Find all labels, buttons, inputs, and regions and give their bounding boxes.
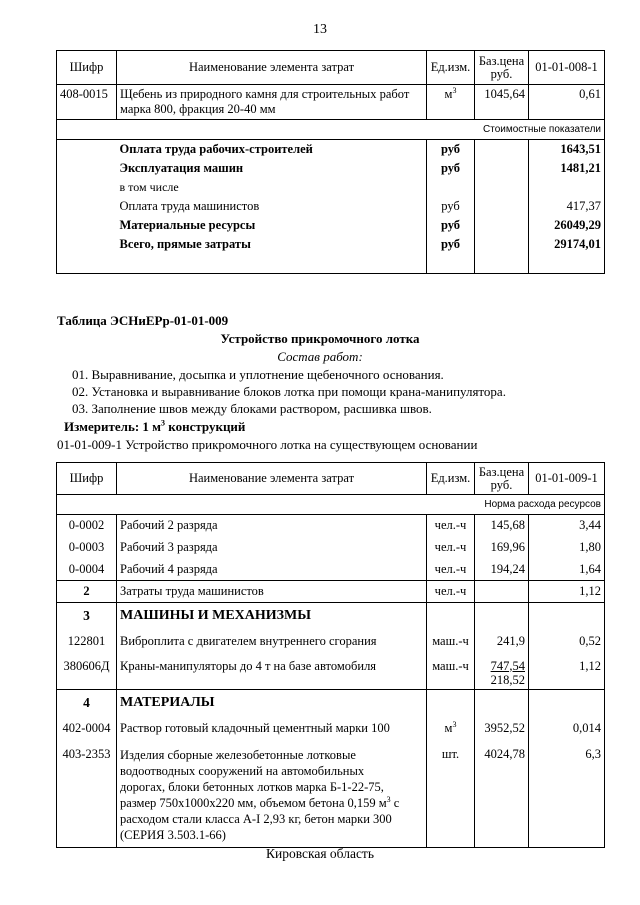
table-row [57,581,605,603]
cost-name: Оплата труда рабочих-строителей [119,142,313,156]
cost-value [529,178,605,197]
cost-value: 417,37 [529,197,605,216]
price-base: 747,54 [490,658,525,673]
works-caption: Состав работ: [277,349,363,364]
section-code: 3 [57,603,117,629]
row-unit: чел.-ч [427,559,475,581]
header-name: Наименование элемента затрат [117,463,427,495]
row-code: 408-0015 [57,85,117,120]
row-code: 0-0003 [57,537,117,559]
cost-row [57,216,605,235]
row-value: 1,80 [529,537,605,559]
row-unit: чел.-ч [427,515,475,537]
cost-row [57,140,605,160]
price-operator: 218,52 [490,672,525,687]
row-price: 194,24 [475,559,529,581]
row-code: 403-2353 [57,741,117,847]
cost-name: Материальные ресурсы [119,218,256,232]
cost-unit: руб [427,140,475,160]
table-row [57,715,605,741]
row-unit: маш.-ч [427,629,475,655]
header-price [475,51,529,85]
row-name: Краны-манипуляторы до 4 т на базе автомобиля [117,655,427,690]
row-price: 3952,52 [475,715,529,741]
row-value: 0,014 [529,715,605,741]
cost-unit: руб [427,159,475,178]
table-id: Таблица ЭСНиЕРр-01-01-009 [57,313,229,328]
row-name: Затраты труда машинистов [117,581,427,603]
cost-name: Оплата труда машинистов [119,199,260,213]
table-row [57,515,605,537]
row-name: Рабочий 2 разряда [117,515,427,537]
section-name: МАТЕРИАЛЫ [117,689,427,715]
cost-unit: руб [427,216,475,235]
header-code: Шифр [57,51,117,85]
cost-name: Всего, прямые затраты [117,235,427,273]
norm-caption: Норма расхода ресурсов [475,495,605,515]
header-price [475,463,529,495]
cost-row [57,159,605,178]
cost-row [57,178,605,197]
row-unit: $м^3$ [427,715,475,741]
header-price-line2: руб. [490,477,513,492]
row-price [475,581,529,603]
row-name: Рабочий 3 разряда [117,537,427,559]
row-value: 1,12 [529,581,605,603]
row-code: 2 [57,581,117,603]
row-value: 0,61 [529,85,605,120]
header-variant-code: 01-01-009-1 [529,463,605,495]
row-code: 122801 [57,629,117,655]
table-row [57,537,605,559]
row-name: Рабочий 4 разряда [117,559,427,581]
cost-name: в том числе [119,180,179,194]
row-code: 402-0004 [57,715,117,741]
resource-table-01-01-008 [56,50,605,274]
table-header-row [57,463,605,495]
header-price-line2: руб. [490,66,513,81]
table-header-row [57,51,605,85]
variant-title: 01-01-009-1 Устройство прикромочного лотка на существующем основании [57,437,478,452]
row-name: Виброплита с двигателем внутреннего сгорания [117,629,427,655]
resource-table-01-01-009 [56,462,605,848]
header-variant-code: 01-01-008-1 [529,51,605,85]
row-price: 241,9 [475,629,529,655]
cost-name: Эксплуатация машин [119,161,244,175]
row-price: 145,68 [475,515,529,537]
row-value: 1,64 [529,559,605,581]
table-row [57,85,605,120]
norm-caption-row [57,495,605,515]
row-code: 380606Д [57,655,117,690]
table-row [57,629,605,655]
header-unit: Ед.изм. [427,463,475,495]
section-code: 4 [57,689,117,715]
measure-unit: Измеритель: 1 $м^3$ конструкций [64,418,246,434]
row-price: 4024,78 [475,741,529,847]
work-item: 01. Выравнивание, досыпка и уплотнение щебеночного основания. [72,367,444,382]
header-price-line1: Баз.цена [478,53,525,68]
row-unit: шт. [427,741,475,847]
cost-row [57,197,605,216]
cost-caption: Стоимостные показатели [475,120,605,140]
header-name: Наименование элемента затрат [117,51,427,85]
row-price [475,655,529,690]
row-name: Раствор готовый кладочный цементный марки 100 [117,715,427,741]
footer-region: Кировская область [265,846,374,861]
row-name: Щебень из природного камня для строительных работ марка 800, фракция 20-40 мм [117,85,427,120]
table-row [57,655,605,690]
header-price-line1: Баз.цена [478,464,525,479]
cost-value: 1481,21 [529,159,605,178]
row-code: 0-0002 [57,515,117,537]
row-value: 0,52 [529,629,605,655]
cost-row [57,235,605,273]
table-row [57,559,605,581]
row-price: 1045,64 [475,85,529,120]
cost-unit: руб [427,235,475,273]
header-unit: Ед.изм. [427,51,475,85]
row-unit: чел.-ч [427,537,475,559]
table-row [57,741,605,847]
row-price: 169,96 [475,537,529,559]
cost-value: 1643,51 [529,140,605,160]
row-code: 0-0004 [57,559,117,581]
cost-value: 29174,01 [529,235,605,273]
row-unit: $м^3$ [427,85,475,120]
section-name: МАШИНЫ И МЕХАНИЗМЫ [117,603,427,629]
cost-value: 26049,29 [529,216,605,235]
row-value: 3,44 [529,515,605,537]
row-unit: чел.-ч [427,581,475,603]
row-unit: маш.-ч [427,655,475,690]
cost-unit [427,178,475,197]
row-value: 1,12 [529,655,605,690]
work-item: 03. Заполнение швов между блоками раствором, расшивка швов. [72,401,432,416]
section-row-machines [57,603,605,629]
row-name: Изделия сборные железобетонные лотковые водоотводных сооружений на автомобильных дорогах, блоки бетонных лотков марка Б-1-22-75, размер 750х1000х220 мм, объемом бетона 0,159 $м^3$ с расходом стали класса А-I 2,93 кг, бетон марки 300 (СЕРИЯ 3.503.1-66) [117,741,427,847]
header-code: Шифр [57,463,117,495]
cost-caption-row [57,120,605,140]
work-item: 02. Установка и выравнивание блоков лотка при помощи крана-манипулятора. [72,384,506,399]
section-row-materials [57,689,605,715]
cost-unit: руб [427,197,475,216]
row-value: 6,3 [529,741,605,847]
page-number: 13 [313,22,327,37]
section-title: Устройство прикромочного лотка [220,331,420,346]
